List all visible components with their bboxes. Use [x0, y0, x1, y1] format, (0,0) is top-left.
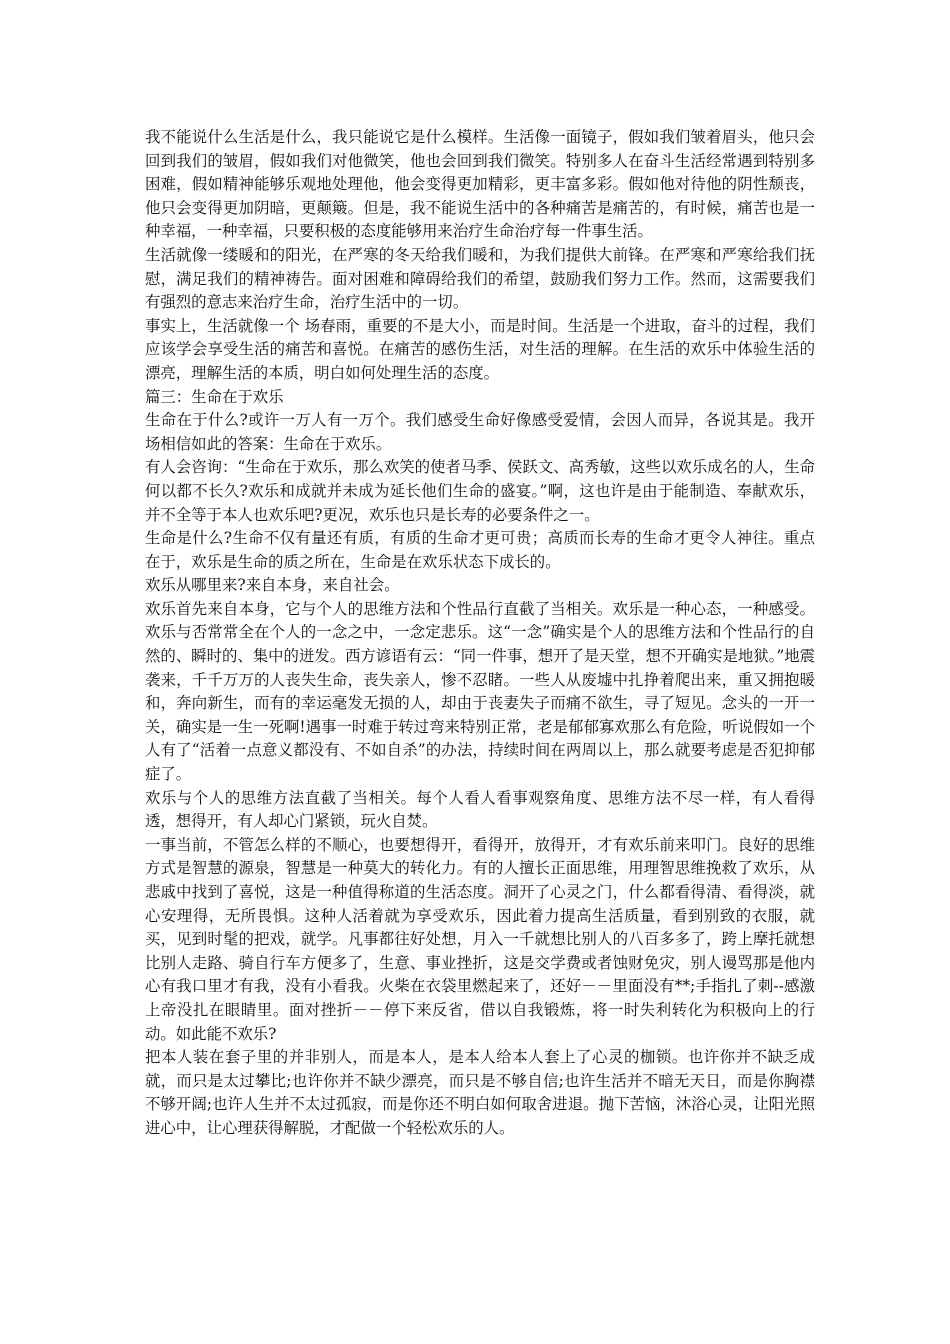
paragraph-1: 我不能说什么生活是什么，我只能说它是什么模样。生活像一面镜子，假如我们皱着眉头，他只会回到我们的皱眉，假如我们对他微笑，他也会回到我们微笑。特别多人在奋斗生活经常遇到特别多困难，假如精神能够乐观地处理他，他会变得更加精彩，更丰富多彩。假如他对待他的阴性颓丧，他只会变得更加阴暗，更颠簸。但是，我不能说生活中的各种痛苦是痛苦的，有时候，痛苦也是一种幸福，一种幸福，只要积极的态度能够用来治疗生命治疗每一件事生活。: [145, 128, 815, 241]
paragraph-3: 事实上，生活就像一个 场春雨，重要的不是大小，而是时间。生活是一个进取，奋斗的过程，我们应该学会享受生活的痛苦和喜悦。在痛苦的感伤生活，对生活的理解。在生活的欢乐中体验生活的漂亮，理解生活的本质，明白如何处理生活的态度。: [145, 316, 815, 382]
paragraph-11: 把本人装在套子里的并非别人，而是本人，是本人给本人套上了心灵的枷锁。也许你并不缺乏成就，而只是太过攀比;也许你并不缺少漂亮，而只是不够自信;也许生活并不暗无天日，而是你胸襟不够开阔;也许人生并不太过孤寂，而是你还不明白如何取舍进退。抛下苦恼，沐浴心灵，让阳光照进心中，让心理获得解脱，才配做一个轻松欢乐的人。: [145, 1048, 815, 1137]
paragraph-8: 欢乐首先来自本身，它与个人的思维方法和个性品行直截了当相关。欢乐是一种心态，一种感受。欢乐与否常常全在个人的一念之中，一念定悲乐。这“一念”确实是个人的思维方法和个性品行的自然的、瞬时的、集中的迸发。西方谚语有云：“同一件事，想开了是天堂，想不开确实是地狱。”地震袭来，千千万万的人丧失生命，丧失亲人，惨不忍睹。一些人从废墟中扎挣着爬出来，重又拥抱暖和，奔向新生，而有的幸运毫发无损的人，却由于丧妻失子而痛不欲生，寻了短见。念头的一开一关，确实是一生一死啊!遇事一时难于转过弯来特别正常，老是郁郁寡欢那么有危险，听说假如一个人有了“活着一点意义都没有、不如自杀”的办法，持续时间在两周以上，那么就要考虑是否犯抑郁症了。: [145, 599, 815, 784]
document-body: [145, 126, 815, 1141]
paragraph-2: 生活就像一缕暖和的阳光，在严寒的冬天给我们暖和，为我们提供大前锋。在严寒和严寒给我们抚慰，满足我们的精神祷告。面对困难和障碍给我们的希望，鼓励我们努力工作。然而，这需要我们有强烈的意志来治疗生命，治疗生活中的一切。: [145, 245, 815, 312]
section-heading: 篇三：生命在于欢乐: [145, 387, 284, 406]
paragraph-9: 欢乐与个人的思维方法直截了当相关。每个人看人看事观察角度、思维方法不尽一样，有人看得透，想得开，有人却心门紧锁，玩火自焚。: [145, 788, 815, 831]
paragraph-10: 一事当前，不管怎么样的不顺心，也要想得开，看得开，放得开，才有欢乐前来叩门。良好的思维方式是智慧的源泉，智慧是一种莫大的转化力。有的人擅长正面思维，用理智思维挽救了欢乐，从悲戚中找到了喜悦，这是一种值得称道的生活态度。洞开了心灵之门，什么都看得清、看得淡，就心安理得，无所畏惧。这种人活着就为享受欢乐，因此着力提高生活质量，看到别致的衣服，就买，见到时髦的把戏，就学。凡事都往好处想，月入一千就想比别人的八百多多了，跨上摩托就想比别人走路、骑自行车方便多了，生意、事业挫折，这是交学费或者蚀财免灾，别人谩骂那是他内心有我口里才有我，没有小看我。火柴在衣袋里燃起来了，还好－－里面没有**;手指扎了刺--感激上帝没扎在眼睛里。面对挫折－－停下来反省，借以自我锻炼，将一时失利转化为积极向上的行动。如此能不欢乐?: [145, 835, 815, 1043]
paragraph-4: 生命在于什么?或许一万人有一万个。我们感受生命好像感受爱情，会因人而异，各说其是。我开场相信如此的答案：生命在于欢乐。: [145, 411, 815, 453]
paragraph-7: 欢乐从哪里来?来自本身，来自社会。: [145, 576, 400, 595]
paragraph-6: 生命是什么?生命不仅有量还有质，有质的生命才更可贵；高质而长寿的生命才更令人神往。重点在于，欢乐是生命的质之所在，生命是在欢乐状态下成长的。: [145, 529, 815, 571]
paragraph-5: 有人会咨询：“生命在于欢乐，那么欢笑的使者马季、侯跃文、高秀敏，这些以欢乐成名的人，生命何以都不长久?欢乐和成就并未成为延长他们生命的盛宴。”啊，这也许是由于能制造、奉献欢乐，并不全等于本人也欢乐吧?更况，欢乐也只是长寿的必要条件之一。: [145, 458, 815, 524]
